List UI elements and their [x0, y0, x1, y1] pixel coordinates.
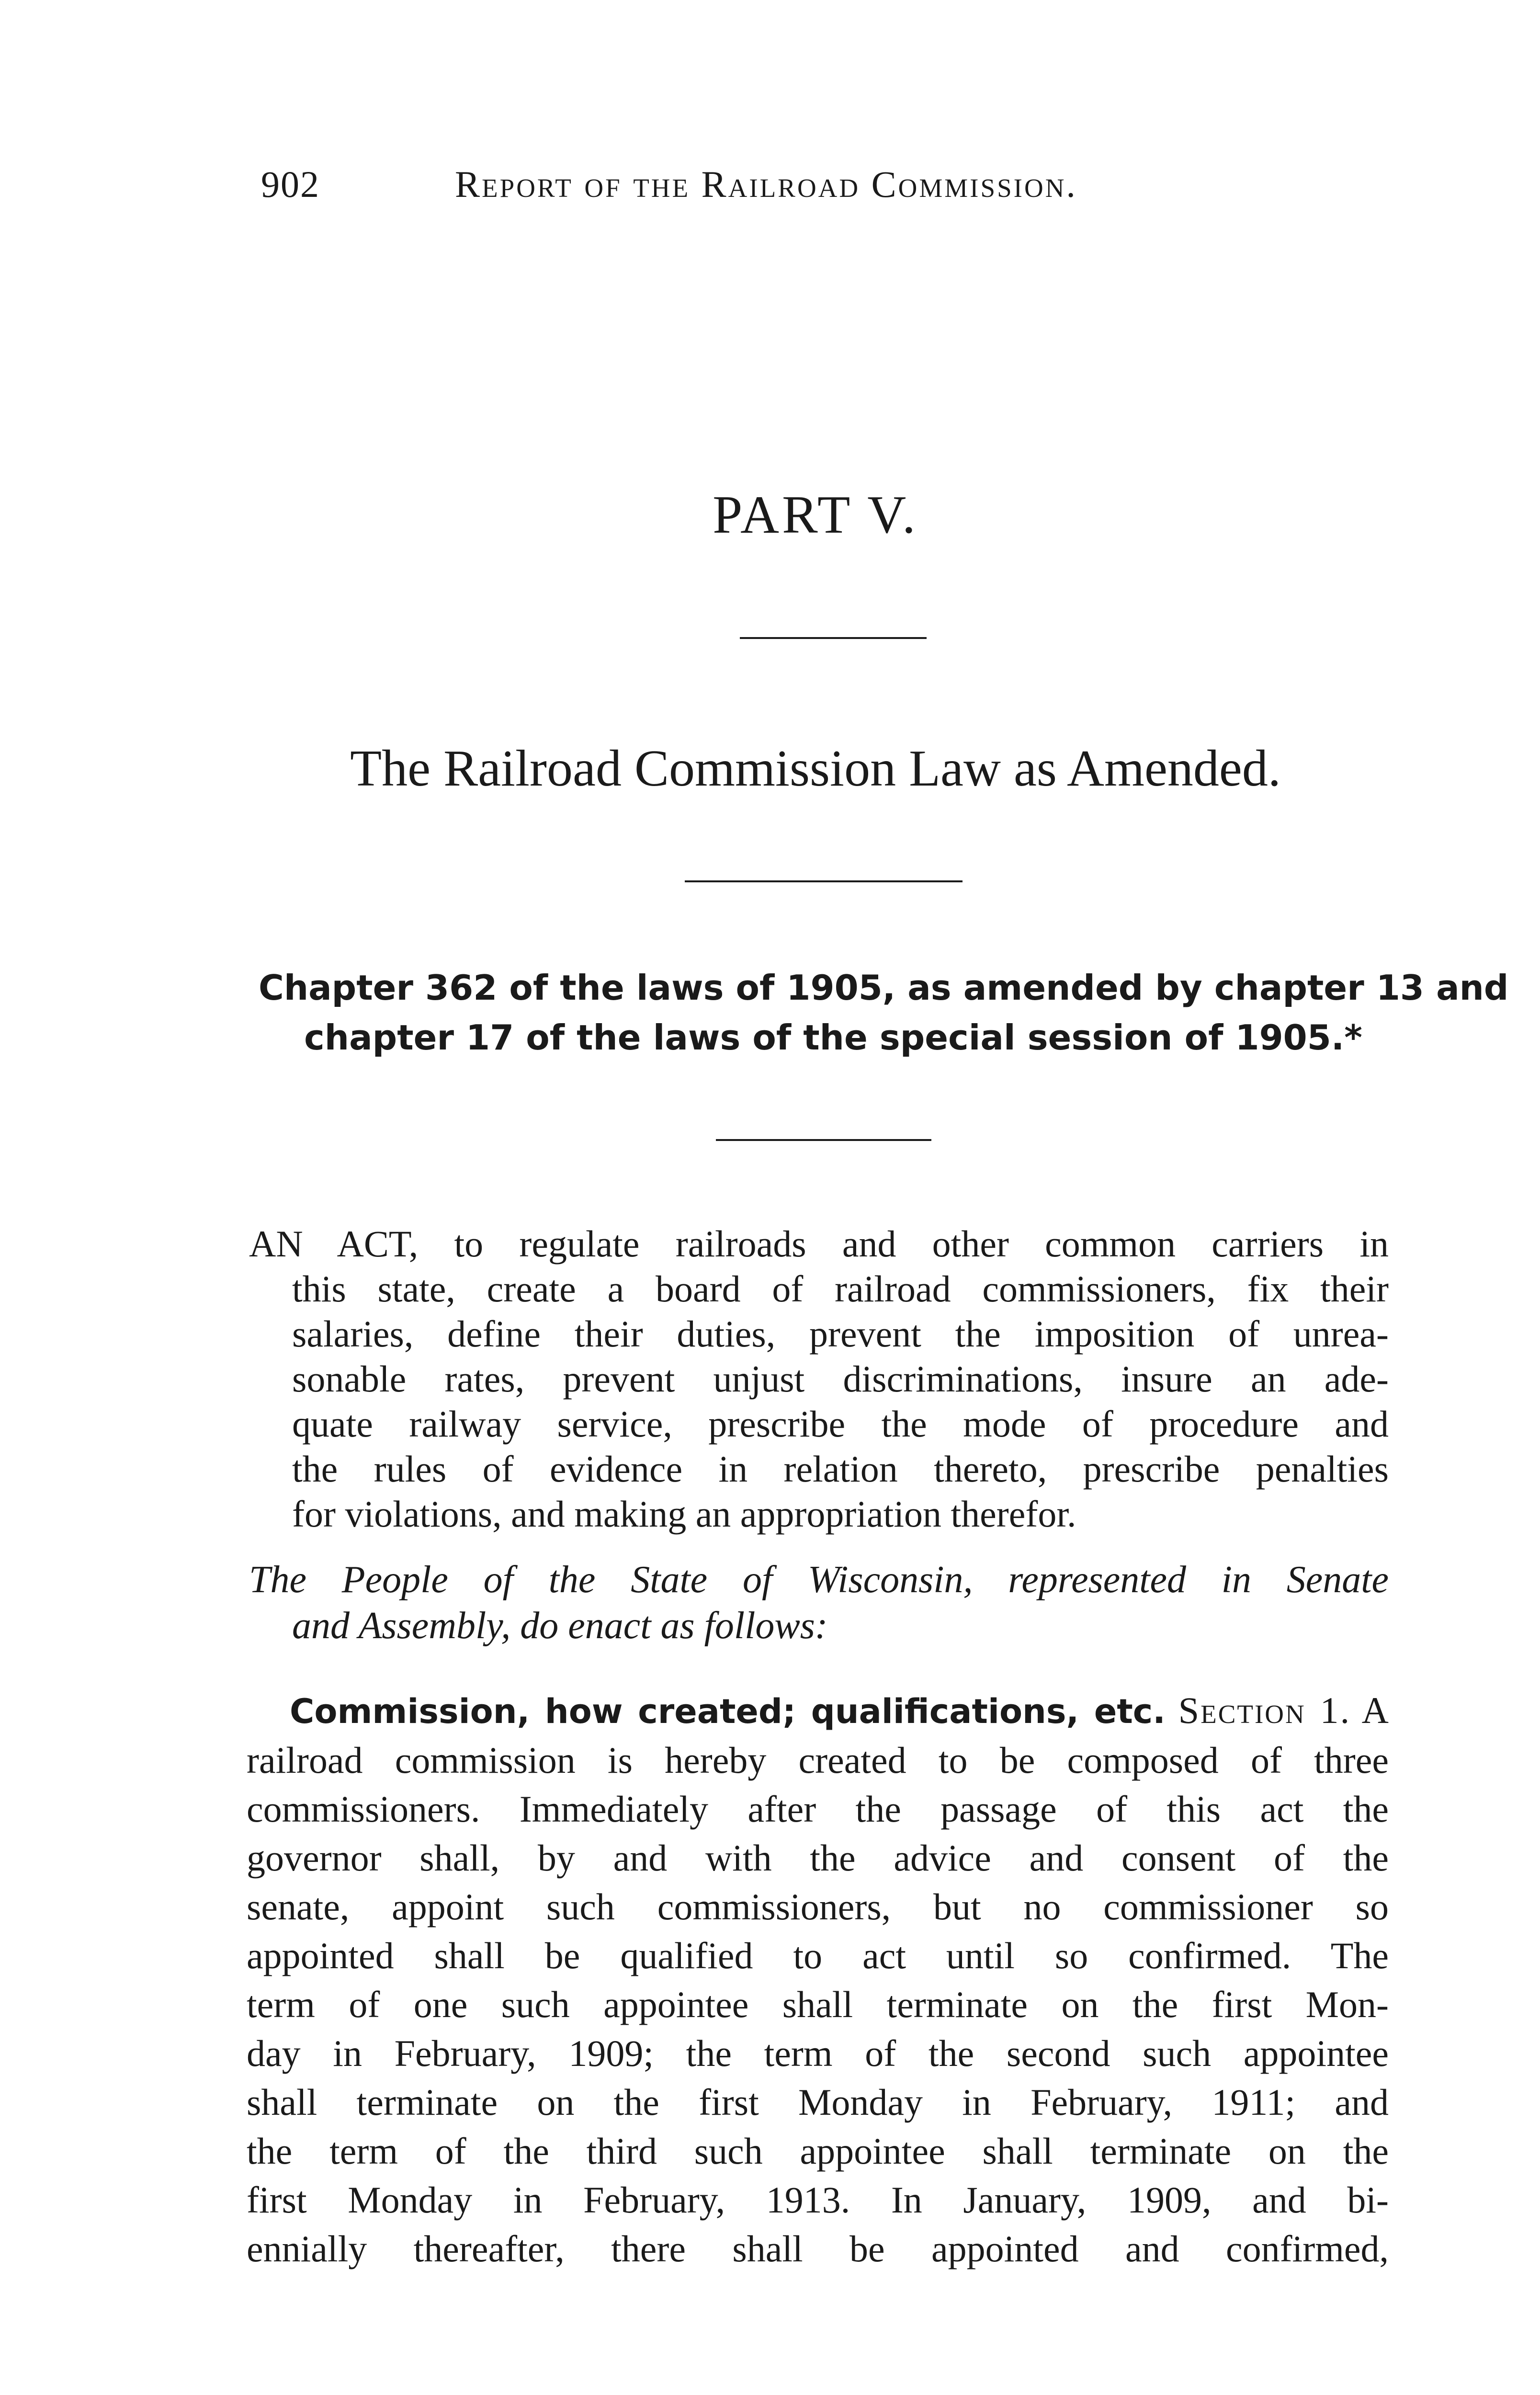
section-line: commissioners. Immediately after the passage of this act the — [247, 1788, 1389, 1830]
running-head — [261, 158, 1286, 211]
divider-rule — [740, 637, 927, 639]
divider-rule — [685, 880, 962, 882]
section-line: day in February, 1909; the term of the second such appointee — [247, 2032, 1389, 2074]
act-line: AN ACT, to regulate railroads and other common carriers in — [249, 1223, 1389, 1265]
enacting-line: and Assembly, do enact as follows: — [292, 1605, 828, 1647]
chapter-note-line: chapter 17 of the laws of the special session of 1905.* — [304, 1017, 1362, 1058]
section-line: shall terminate on the first Monday in February, 1911; and — [247, 2081, 1389, 2123]
section-line: railroad commission is hereby created to be composed of three — [247, 1739, 1389, 1781]
act-title-paragraph — [249, 1221, 1389, 1537]
section-line: appointed shall be qualified to act until so confirmed. The — [247, 1935, 1389, 1976]
section-label: Section 1. — [1178, 1689, 1351, 1731]
act-line: sonable rates, prevent unjust discriminations, insure an ade- — [292, 1358, 1389, 1400]
section-line: senate, appoint such commissioners, but no commissioner so — [247, 1886, 1389, 1927]
section-line: term of one such appointee shall terminate on the first Mon- — [247, 1984, 1389, 2025]
section-1 — [247, 1686, 1389, 2273]
act-line: for violations, and making an appropriation therefor. — [292, 1493, 1076, 1535]
page-number: 902 — [261, 163, 320, 205]
act-line: quate railway service, prescribe the mode of procedure and — [292, 1403, 1389, 1445]
section-line: the term of the third such appointee shall terminate on the — [247, 2130, 1389, 2172]
divider-rule — [716, 1139, 931, 1141]
section-text: A — [1361, 1689, 1389, 1731]
running-title: Report of the Railroad Commission. — [455, 163, 1077, 205]
enacting-clause — [249, 1557, 1389, 1649]
section-first-line — [247, 1686, 1389, 1736]
section-line: ennially thereafter, there shall be appointed and confirmed, — [247, 2228, 1389, 2270]
enacting-line: The People of the State of Wisconsin, represented in Senate — [249, 1559, 1389, 1601]
chapter-note — [259, 963, 1509, 1062]
act-line: salaries, define their duties, prevent the imposition of unrea- — [292, 1313, 1389, 1355]
section-line: first Monday in February, 1913. In January, 1909, and bi- — [247, 2179, 1389, 2221]
act-line: this state, create a board of railroad commissioners, fix their — [292, 1268, 1389, 1310]
part-title: PART V. — [713, 485, 918, 545]
law-title: The Railroad Commission Law as Amended. — [350, 740, 1281, 797]
section-line: governor shall, by and with the advice and consent of the — [247, 1837, 1389, 1879]
chapter-note-line: Chapter 362 of the laws of 1905, as amended by chapter 13 and — [259, 968, 1509, 1008]
act-line: the rules of evidence in relation thereto, prescribe penalties — [292, 1448, 1389, 1490]
section-sidehead: Commission, how created; qualifications, etc. — [290, 1692, 1166, 1731]
